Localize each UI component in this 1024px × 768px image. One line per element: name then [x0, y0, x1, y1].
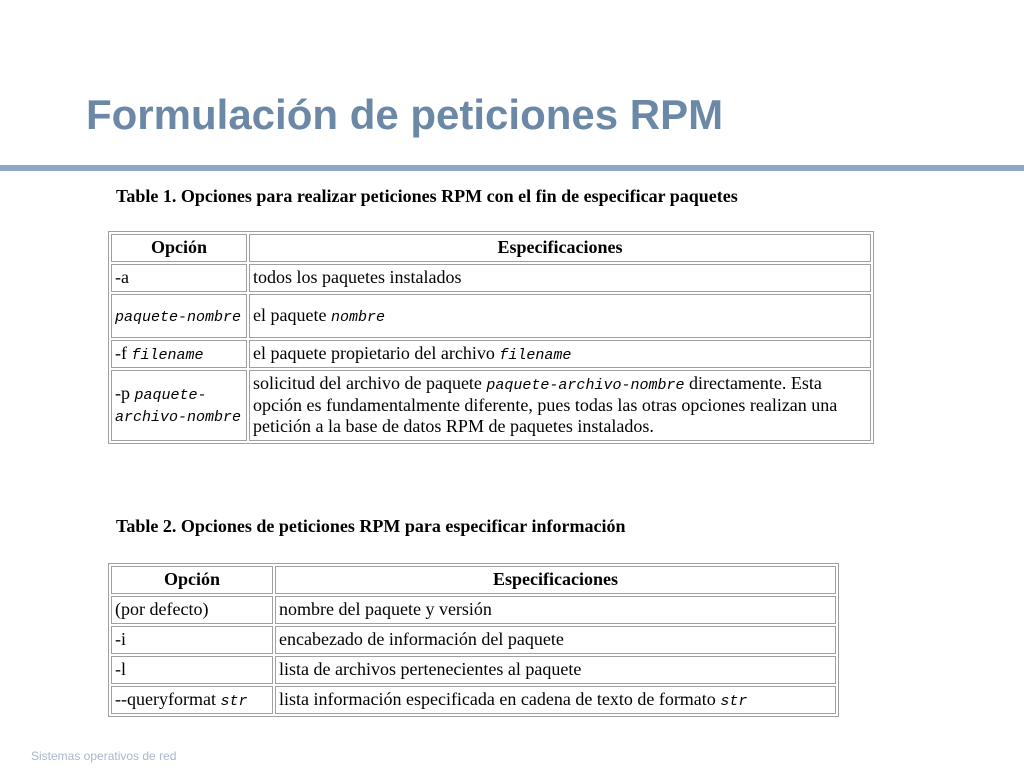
option-code: paquete-archivo-nombre [115, 387, 242, 427]
spec-cell [249, 294, 871, 338]
option-cell [111, 686, 273, 714]
spec-cell [249, 340, 871, 368]
table-row [111, 626, 836, 654]
option-code: filename [131, 346, 204, 364]
slide-footer: Sistemas operativos de red [31, 749, 177, 763]
column-header-option: Opción [111, 566, 273, 594]
slide-title: Formulación de peticiones RPM [86, 91, 724, 138]
spec-code: str [720, 692, 748, 710]
spec-cell [275, 686, 836, 714]
option-text: --queryformat [115, 688, 221, 709]
spec-code: nombre [330, 308, 385, 326]
option-text: (por defecto) [115, 598, 209, 619]
spec-text-tail: directamente. Esta opción es fundamentalmente diferente, pues todas las otras opciones realizan una petición a la base de datos RPM de paquetes instalados. [253, 372, 838, 437]
option-cell [111, 596, 273, 624]
spec-cell [275, 596, 836, 624]
spec-text: todos los paquetes instalados [253, 266, 462, 287]
table-row [111, 264, 871, 292]
table-row [111, 656, 836, 684]
table-row [111, 340, 871, 368]
info-options-table [108, 563, 839, 717]
option-cell [111, 626, 273, 654]
column-header-option: Opción [111, 234, 247, 262]
option-text: -f [115, 342, 132, 363]
spec-text: el paquete propietario del archivo [253, 342, 500, 363]
table-row [111, 596, 836, 624]
option-text: -p [115, 383, 135, 404]
spec-code: paquete-archivo-nombre [486, 376, 685, 394]
spec-cell [249, 264, 871, 292]
option-cell [111, 370, 247, 441]
spec-cell [249, 370, 871, 441]
option-cell [111, 340, 247, 368]
spec-text: el paquete [253, 304, 331, 325]
table-header-row [111, 234, 871, 262]
table-row [111, 370, 871, 441]
option-cell [111, 294, 247, 338]
option-text: -l [115, 658, 126, 679]
table-row [111, 294, 871, 338]
column-header-specs: Especificaciones [249, 234, 871, 262]
spec-text: lista de archivos pertenecientes al paquete [279, 658, 582, 679]
package-options-table [108, 231, 874, 444]
spec-cell [275, 656, 836, 684]
spec-text: solicitud del archivo de paquete [253, 372, 487, 393]
spec-code: filename [499, 346, 572, 364]
table1-caption: Table 1. Opciones para realizar peticiones RPM con el fin de especificar paquetes [116, 186, 738, 206]
option-text: -a [115, 266, 129, 287]
option-cell [111, 264, 247, 292]
column-header-specs: Especificaciones [275, 566, 836, 594]
option-text: -i [115, 628, 126, 649]
title-divider [0, 165, 1024, 171]
option-cell [111, 656, 273, 684]
option-code: str [220, 692, 248, 710]
spec-text: encabezado de información del paquete [279, 628, 564, 649]
spec-cell [275, 626, 836, 654]
table-row [111, 686, 836, 714]
table-header-row [111, 566, 836, 594]
spec-text: lista información especificada en cadena de texto de formato [279, 688, 721, 709]
table2-caption: Table 2. Opciones de peticiones RPM para especificar información [116, 516, 626, 536]
spec-text: nombre del paquete y versión [279, 598, 492, 619]
option-code: paquete-nombre [115, 308, 242, 326]
